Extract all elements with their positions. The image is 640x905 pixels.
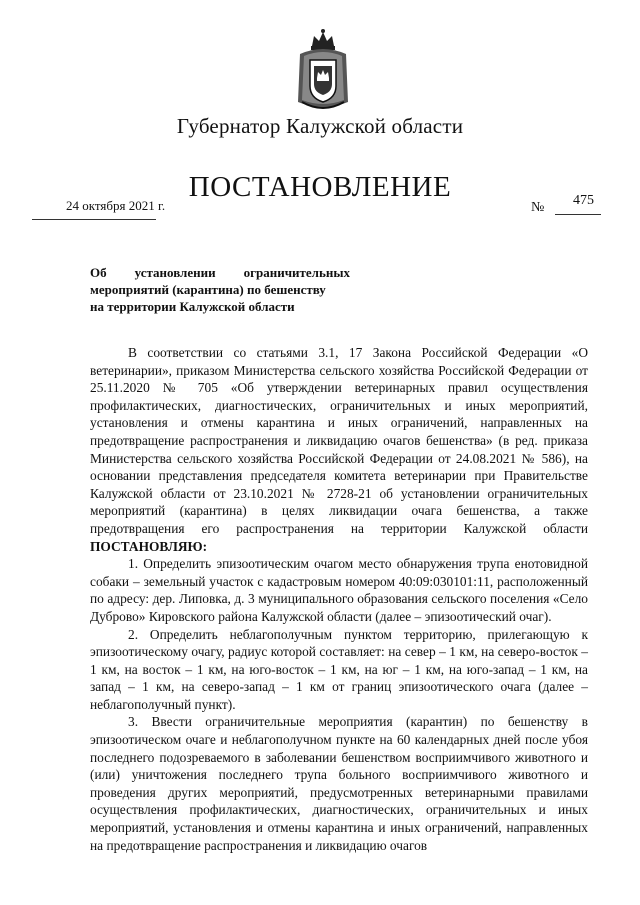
clause-3: 3. Ввести ограничительные мероприятия (карантин) по бешенству в эпизоотическом очаге и неблагополучном пункте на 60 календарных дней после убоя последнего подозреваемого в заболевании бешенством восприимчивого животного и (или) уничтожения последнего трупа больного восприимчивого животного и проведения других мероприятий, предусмотренных ветеринарными правилами осуществления профилактических, диагностических, ограничительных и иных мероприятий, установления и отмены карантина и иных ограничений, направленных на предотвращение распространения и ликвидацию очагов [90,714,588,853]
kaluga-coat-of-arms-icon [292,28,354,112]
preamble-text: В соответствии со статьями 3.1, 17 Закона Российской Федерации «О ветеринарии», приказом Министерства сельского хозяйства Российской Федерации от 25.11.2020 № 705 «Об утверждении ветеринарных правил осуществления профилактических, диагностических, ограничительных и иных мероприятий, установления и отмены карантина и иных ограничений, направленных на предотвращение распространения и ликвидацию очагов бешенства» (в ред. приказа Министерства сельского хозяйства Российской Федерации от 24.08.2021 № 586), на основании представления председателя комитета ветеринарии при Правительстве Калужской области от 23.10.2021 № 2728-21 об установлении ограничительных мероприятий (карантина) в целях ликвидации очага бешенства, а также предотвращения его распространения на территории Калужской области [90,345,588,536]
subject-word: ограничительных [243,265,350,280]
document-number: 475 [573,193,594,208]
clause-2: 2. Определить неблагополучным пунктом территорию, прилегающую к эпизоотическому очагу, радиус которой составляет: на север – 1 км, на северо-восток – 1 км, на восток – 1 км, на юго-восток – 1 км, на юг – 1 км, на юго-запад – 1 км, на запад – 1 км, на северо-запад – 1 км от границ эпизоотического очага (далее – неблагополучный пункт). [90,626,588,712]
document-date: 24 октября 2021 г. [66,198,166,213]
subject-word: Об [90,265,107,280]
date-underline [32,219,156,220]
document-subject [90,264,350,315]
subject-line-1 [90,264,350,281]
subject-line-2: мероприятий (карантина) по бешенству [90,282,326,297]
clause-1: 1. Определить эпизоотическим очагом место обнаружения трупа енотовидной собаки – земельный участок с кадастровым номером 40:09:030101:11, расположенный по адресу: дер. Липовка, д. 3 муниципального образования сельского поселения «Село Дуброво» Кировского района Калужской области (далее – эпизоотический очаг). [90,556,588,624]
subject-line-3: на территории Калужской области [90,299,295,314]
preamble-paragraph [90,344,588,555]
authority-title: Губернатор Калужской области [176,114,464,138]
decree-word: ПОСТАНОВЛЯЮ: [90,538,208,554]
number-sign: № [531,200,545,215]
document-type-title: ПОСТАНОВЛЕНИЕ [188,171,452,203]
number-underline [555,214,601,215]
document-body [90,344,588,854]
subject-word: установлении [134,265,216,280]
